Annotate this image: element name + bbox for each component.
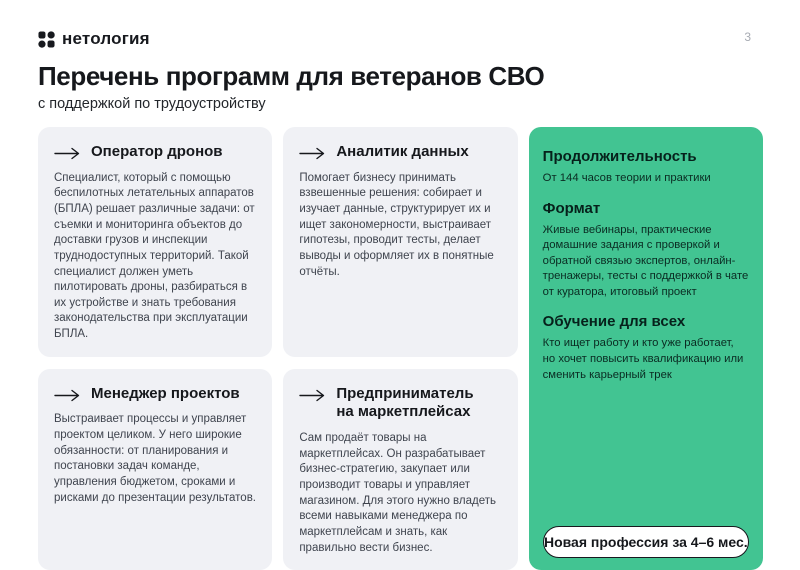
card-head <box>299 143 501 162</box>
card-description: Специалист, который с помощью беспилотных летательных аппаратов (БПЛА) решает различные задачи: от съемки и мониторинга объектов до доставки грузов и инспекции труднодоступных территорий. Такой специалист должен уметь пилотировать дроны, разбираться в их устройстве и знать требования законодательства при эксплуатации БПЛА. <box>54 171 255 340</box>
program-card-marketplace-entrepreneur <box>283 369 517 570</box>
page-number: 3 <box>744 30 751 44</box>
info-heading: Формат <box>542 199 601 217</box>
program-card-drone-operator <box>38 127 272 357</box>
card-title: Предприниматель на маркетплейсах <box>336 384 474 421</box>
long-right-arrow-icon <box>299 389 325 402</box>
program-info-panel <box>529 127 763 570</box>
netology-logo-icon <box>38 31 55 48</box>
card-title: Аналитик данных <box>336 143 469 160</box>
logo-wordmark: нетология <box>62 29 150 48</box>
info-section-audience <box>543 313 749 383</box>
info-heading: Продолжительность <box>542 148 697 165</box>
info-body: Живые вебинары, практические домашние задания с проверкой и обратной связью экспертов, онлайн-тренажеры, тесты с поддержкой в чате от куратора, итоговый проект <box>542 223 749 298</box>
programs-grid <box>38 127 763 554</box>
info-body: Кто ищет работу и кто уже работает, но хочет повысить квалификацию или сменить карьерный трек <box>542 337 744 381</box>
card-description: Сам продаёт товары на маркетплейсах. Он разрабатывает бизнес-стратегию, закупает или производит товары и управляет магазином. Для этого нужно владеть всеми навыками менеджера по маркетплейсам и знать, как правильно вести бизнес. <box>299 432 496 554</box>
netology-logo <box>38 29 150 49</box>
card-description: Выстраивает процессы и управляет проектом целиком. У него широкие обязанности: от планирования и постановки задач команде, управления бюджетом, сроками и рисками до презентации результатов. <box>54 413 256 504</box>
info-heading: Обучение для всех <box>542 313 686 331</box>
long-right-arrow-icon <box>54 389 80 402</box>
card-description: Помогает бизнесу принимать взвешенные решения: собирает и изучает данные, структурирует их и ищет закономерности, выстраивает гипотезы, проводит тесты, делает выводы и оформляет их в понятные отчёты. <box>299 171 494 278</box>
card-head <box>299 385 501 423</box>
title-block <box>38 61 763 112</box>
card-head <box>54 143 256 162</box>
card-title: Оператор дронов <box>91 143 223 160</box>
info-body: От 144 часов теории и практики <box>542 172 711 184</box>
program-card-data-analyst <box>283 127 517 357</box>
long-right-arrow-icon <box>54 147 80 160</box>
long-right-arrow-icon <box>299 147 325 160</box>
page-subtitle: с поддержкой по трудоустройству <box>38 96 266 112</box>
new-profession-button[interactable]: Новая профессия за 4–6 мес. <box>543 526 749 558</box>
card-head <box>54 385 256 404</box>
program-card-project-manager <box>38 369 272 570</box>
info-section-duration <box>543 148 749 187</box>
info-section-format <box>543 200 749 301</box>
card-title: Менеджер проектов <box>91 384 240 402</box>
page-title: Перечень программ для ветеранов СВО <box>38 61 545 91</box>
header <box>38 28 763 50</box>
